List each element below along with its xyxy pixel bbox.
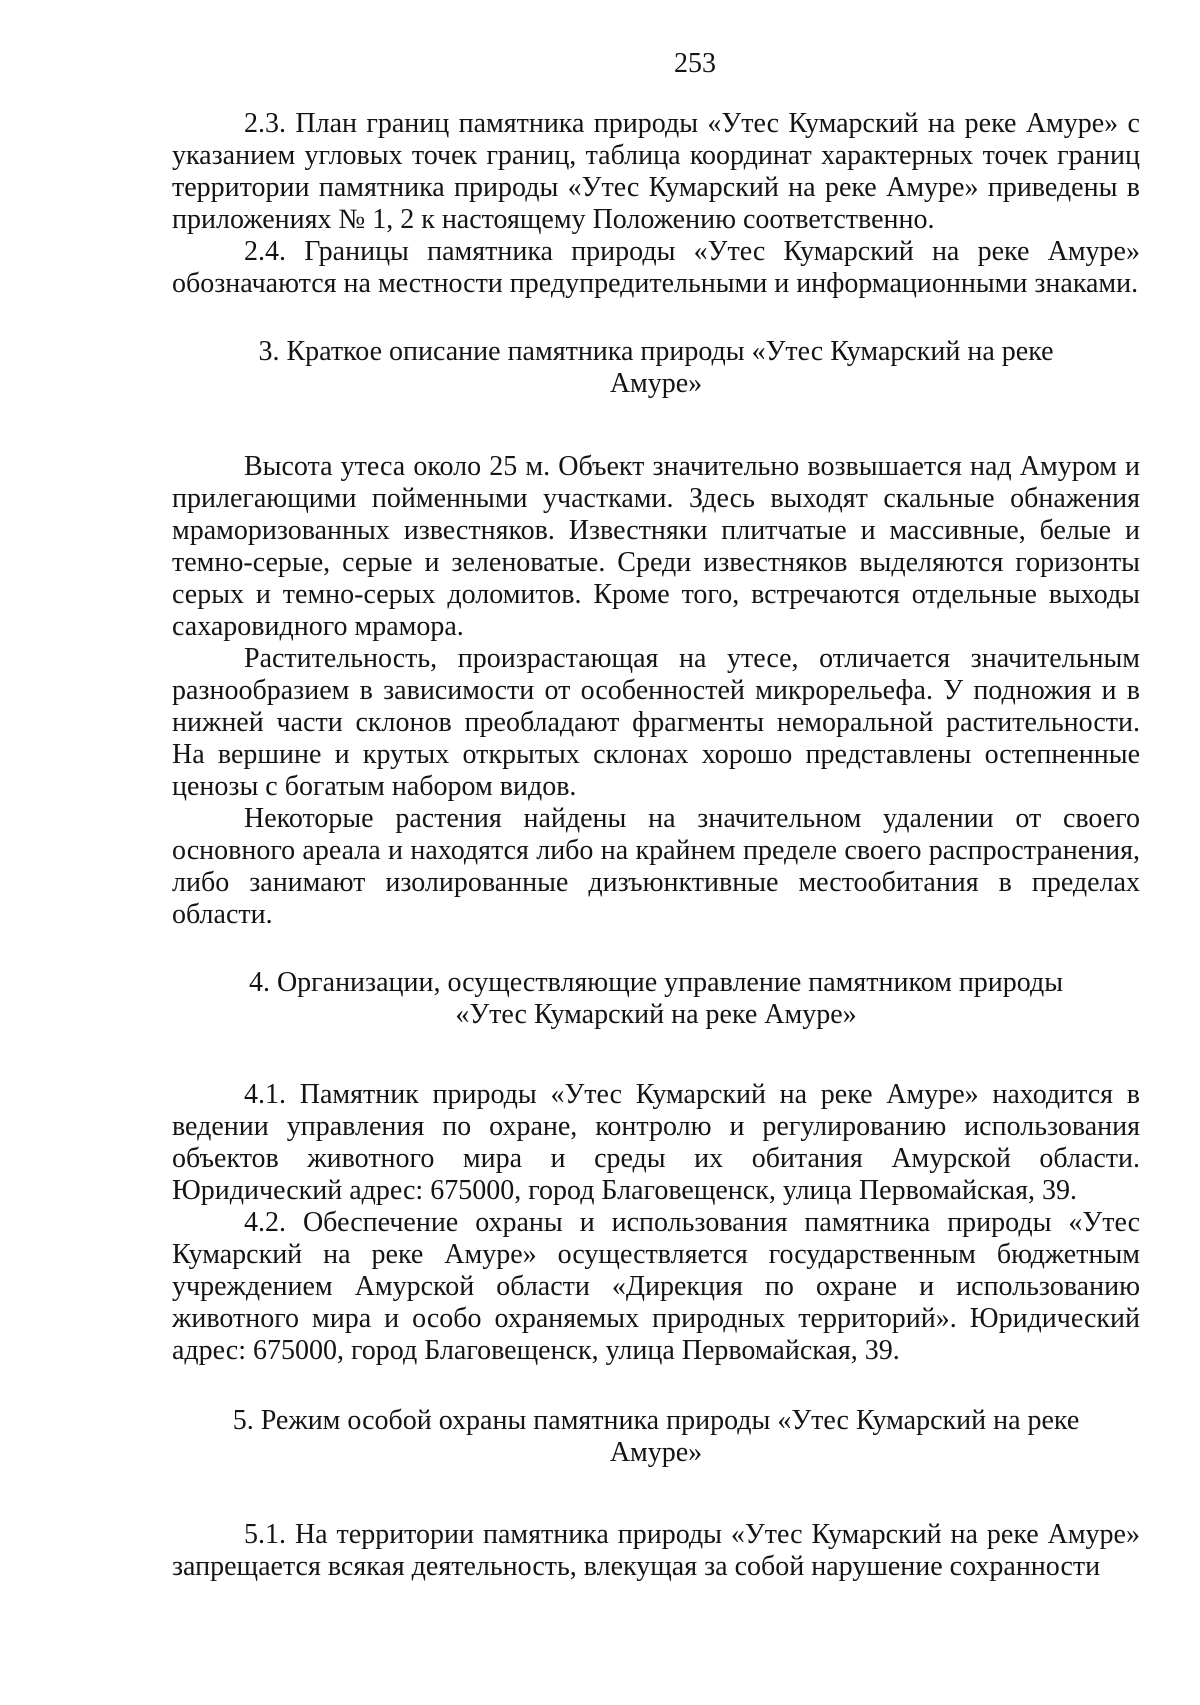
section-3-heading [172,336,1140,400]
paragraph-vegetation: Растительность, произрастающая на утесе, отличается значительным разнообразием в зависимости от особенностей микрорельефа. У подножия и в нижней части склонов преобладают фрагменты неморальной растительности. На вершине и крутых открытых склонах хорошо представлены остепненные ценозы с богатым набором видов. [172,643,1140,802]
paragraph-plants-range: Некоторые растения найдены на значительном удалении от своего основного ареала и находятся либо на крайнем пределе своего распространения, либо занимают изолированные дизъюнктивные местообитания в пределах области. [172,803,1140,930]
paragraph-2-4: 2.4. Границы памятника природы «Утес Кумарский на реке Амуре» обозначаются на местности предупредительными и информационными знаками. [172,236,1140,299]
paragraph-4-1: 4.1. Памятник природы «Утес Кумарский на реке Амуре» находится в ведении управления по охране, контролю и регулированию использования объектов животного мира и среды их обитания Амурской области. Юридический адрес: 675000, город Благовещенск, улица Первомайская, 39. [172,1079,1140,1206]
section-4-heading [172,967,1140,1031]
section-5-heading-line-2: Амуре» [609,1437,703,1468]
paragraph-cliff-height: Высота утеса около 25 м. Объект значительно возвышается над Амуром и прилегающими пойменными участками. Здесь выходят скальные обнажения мраморизованных известняков. Известняки плитчатые и массивные, белые и темно-серые, серые и зеленоватые. Среди известняков выделяются горизонты серых и темно-серых доломитов. Кроме того, встречаются отдельные выходы сахаровидного мрамора. [172,451,1140,642]
document-body [172,108,1140,1583]
section-5-heading [172,1405,1140,1469]
section-3-heading-line-1: 3. Краткое описание памятника природы «Утес Кумарский на реке [258,336,1054,367]
paragraph-2-3: 2.3. План границ памятника природы «Утес Кумарский на реке Амуре» с указанием угловых точек границ, таблица координат характерных точек границ территории памятника природы «Утес Кумарский на реке Амуре» приведены в приложениях № 1, 2 к настоящему Положению соответственно. [172,108,1140,235]
section-3-heading-line-2: Амуре» [609,368,703,399]
paragraph-5-1: 5.1. На территории памятника природы «Утес Кумарский на реке Амуре» запрещается всякая деятельность, влекущая за собой нарушение сохранности [172,1519,1140,1582]
page-number: 253 [674,48,716,79]
section-4-heading-line-2: «Утес Кумарский на реке Амуре» [455,999,857,1030]
paragraph-4-2: 4.2. Обеспечение охраны и использования памятника природы «Утес Кумарский на реке Амуре» осуществляется государственным бюджетным учреждением Амурской области «Дирекция по охране и использованию животного мира и особо охраняемых природных территорий». Юридический адрес: 675000, город Благовещенск, улица Первомайская, 39. [172,1207,1140,1366]
section-5-heading-line-1: 5. Режим особой охраны памятника природы «Утес Кумарский на реке [232,1405,1080,1436]
section-4-heading-line-1: 4. Организации, осуществляющие управление памятником природы [248,967,1064,998]
